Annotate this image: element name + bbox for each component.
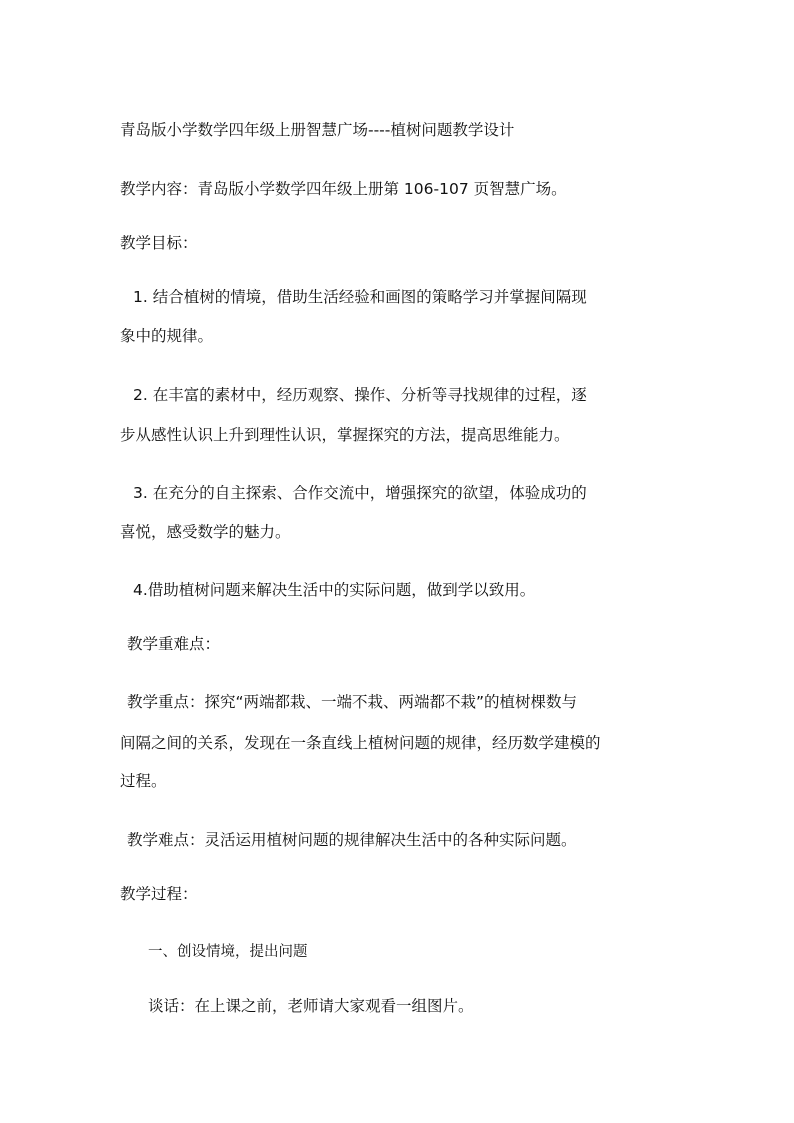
goal-3-line-1: 3. 在充分的自主探索、合作交流中，增强探究的欲望，体验成功的 [133, 484, 587, 502]
goal-2-line-2: 步从感性认识上升到理性认识，掌握探究的方法，提高思维能力。 [120, 426, 570, 444]
goal-1-line-2: 象中的规律。 [120, 327, 214, 345]
goal-3-line-2: 喜悦，感受数学的魅力。 [120, 523, 291, 541]
goals-heading: 教学目标： [120, 234, 198, 252]
difficulty-line: 教学难点：灵活运用植树问题的规律解决生活中的各种实际问题。 [127, 831, 577, 849]
teaching-content: 教学内容：青岛版小学数学四年级上册第 106-107 页智慧广场。 [120, 180, 567, 198]
goal-2-line-1: 2. 在丰富的素材中，经历观察、操作、分析等寻找规律的过程，逐 [133, 386, 587, 404]
process-heading: 教学过程： [120, 885, 198, 903]
focus-line-2: 间隔之间的关系，发现在一条直线上植树问题的规律，经历数学建模的 [120, 734, 601, 752]
focus-line-3: 过程。 [120, 772, 167, 790]
goal-4: 4.借助植树问题来解决生活中的实际问题，做到学以致用。 [133, 581, 536, 599]
focus-line-1: 教学重点：探究“两端都栽、一端不栽、两端都不栽”的植树棵数与 [127, 693, 578, 711]
document-title: 青岛版小学数学四年级上册智慧广场----植树问题教学设计 [120, 121, 515, 139]
talk-line: 谈话：在上课之前，老师请大家观看一组图片。 [148, 997, 474, 1015]
section-1-heading: 一、创设情境，提出问题 [148, 944, 308, 960]
keypoints-heading: 教学重难点： [127, 635, 221, 653]
goal-1-line-1: 1. 结合植树的情境，借助生活经验和画图的策略学习并掌握间隔现 [133, 288, 587, 306]
